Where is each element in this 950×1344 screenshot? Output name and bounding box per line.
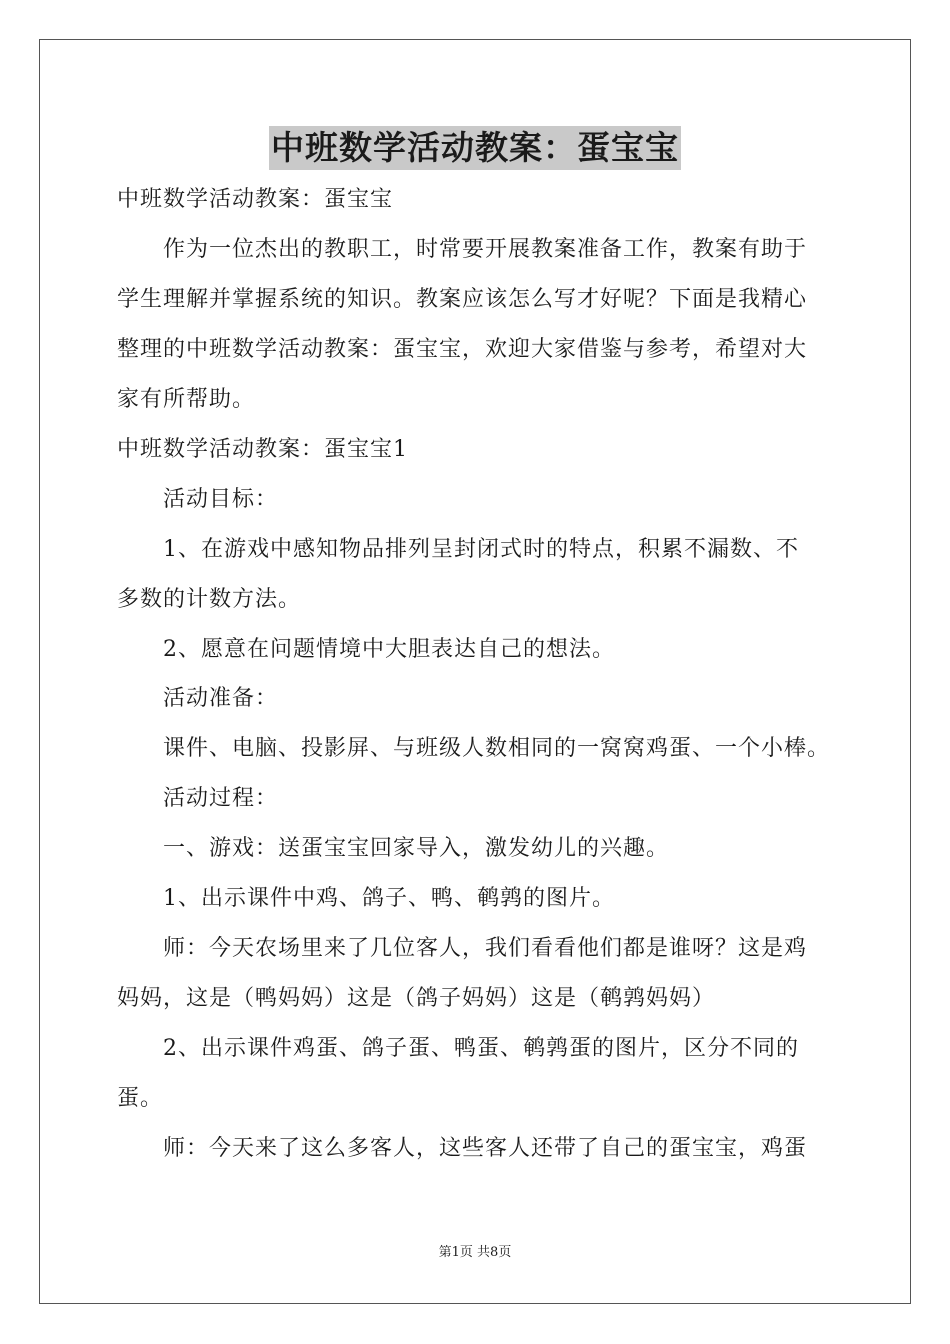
paragraph-line: 课件、电脑、投影屏、与班级人数相同的一窝窝鸡蛋、一个小棒。 <box>163 736 831 761</box>
paragraph-line: 2、出示课件鸡蛋、鸽子蛋、鸭蛋、鹌鹑蛋的图片，区分不同的 <box>163 1036 799 1061</box>
paragraph-line: 活动准备： <box>163 686 279 711</box>
section-heading: 中班数学活动教案：蛋宝宝1 <box>117 437 408 462</box>
paragraph-line: 蛋。 <box>117 1086 164 1111</box>
paragraph-line: 妈妈，这是（鸭妈妈）这是（鸽子妈妈）这是（鹌鹑妈妈） <box>117 986 716 1011</box>
document-title-container <box>0 126 950 170</box>
paragraph-line: 师：今天来了这么多客人，这些客人还带了自己的蛋宝宝，鸡蛋 <box>163 1136 808 1161</box>
paragraph-line: 多数的计数方法。 <box>117 587 302 612</box>
page-border <box>39 39 911 1304</box>
paragraph-line: 整理的中班数学活动教案：蛋宝宝，欢迎大家借鉴与参考，希望对大 <box>117 337 808 362</box>
paragraph-line: 1、在游戏中感知物品排列呈封闭式时的特点，积累不漏数、不 <box>163 537 799 562</box>
paragraph-line: 师：今天农场里来了几位客人，我们看看他们都是谁呀？这是鸡 <box>163 936 808 961</box>
paragraph-line: 学生理解并掌握系统的知识。教案应该怎么写才好呢？下面是我精心 <box>117 287 808 312</box>
page-footer: 第1页 共8页 <box>438 1245 512 1260</box>
paragraph-line: 1、出示课件中鸡、鸽子、鸭、鹌鹑的图片。 <box>163 886 615 911</box>
paragraph-line: 活动过程： <box>163 786 279 811</box>
paragraph-line: 2、愿意在问题情境中大胆表达自己的想法。 <box>163 637 615 662</box>
paragraph-line: 活动目标： <box>163 487 279 512</box>
paragraph-line: 家有所帮助。 <box>117 387 256 412</box>
subtitle-line: 中班数学活动教案：蛋宝宝 <box>117 187 394 212</box>
paragraph-line: 一、游戏：送蛋宝宝回家导入，激发幼儿的兴趣。 <box>163 836 670 861</box>
paragraph-line: 作为一位杰出的教职工，时常要开展教案准备工作，教案有助于 <box>163 237 808 262</box>
document-title: 中班数学活动教案：蛋宝宝 <box>269 126 681 170</box>
